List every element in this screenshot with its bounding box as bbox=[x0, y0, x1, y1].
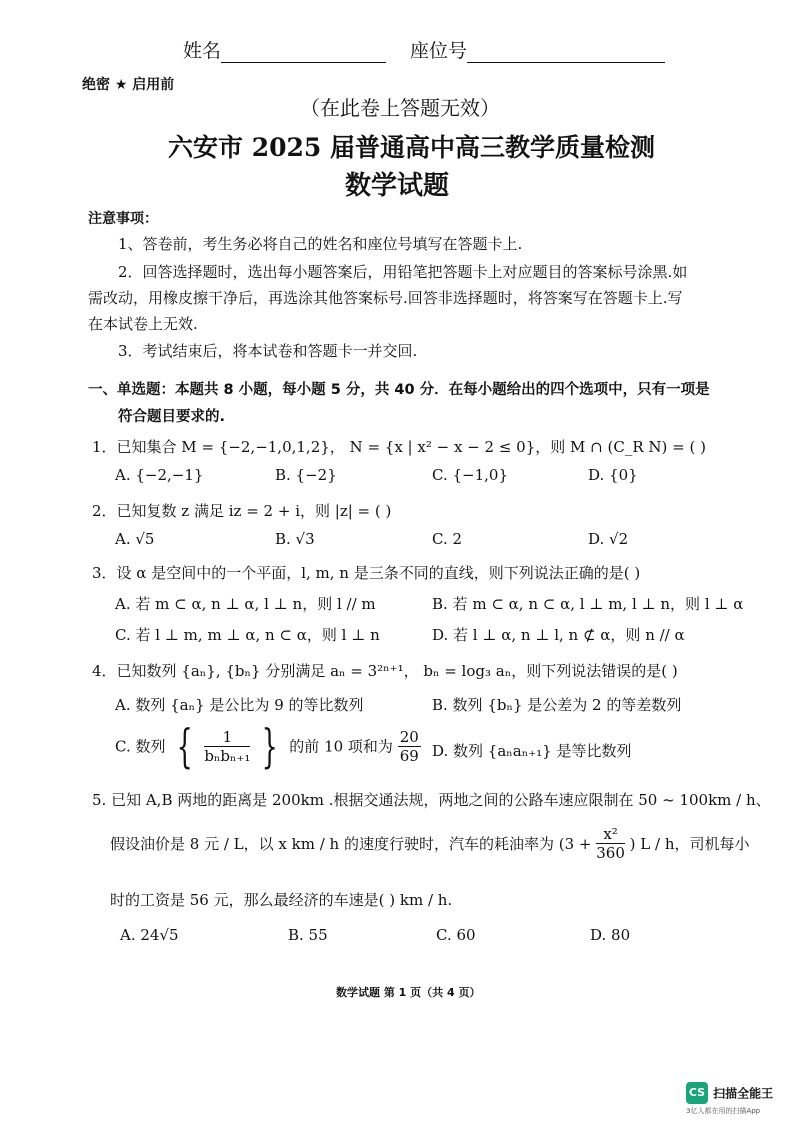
page-info: 数学试题 第 1 页（共 4 页） bbox=[336, 986, 481, 999]
invalid-note: （在此卷上答题无效） bbox=[300, 96, 500, 120]
q3-option-d: D. 若 l ⊥ α, n ⊥ l, n ⊄ α，则 n // α bbox=[432, 626, 685, 644]
q4-option-d: D. 数列 {aₙaₙ₊₁} 是等比数列 bbox=[432, 742, 632, 760]
q4-option-b: B. 数列 {bₙ} 是公差为 2 的等差数列 bbox=[432, 696, 682, 714]
q1-option-b: B. {−2} bbox=[275, 466, 337, 484]
q5-line-1: 5. 已知 A,B 两地的距离是 200km .根据交通法规，两地之间的公路车速应限制在 50 ~ 100km / h、 bbox=[92, 791, 771, 809]
q5-option-d: D. 80 bbox=[590, 926, 631, 944]
q4-c-answer-fraction bbox=[398, 728, 421, 765]
q5-option-b: B. 55 bbox=[288, 926, 328, 944]
notice-item-3: 3．考试结束后，将本试卷和答题卡一并交回. bbox=[118, 342, 418, 360]
secret-label: 绝密 ★ 启用前 bbox=[82, 77, 175, 93]
name-field bbox=[183, 36, 386, 63]
notice-item-2-line-2: 需改动，用橡皮擦干净后，再选涂其他答案标号.回答非选择题时，将答案写在答题卡上.写 bbox=[88, 289, 683, 307]
q5-fuel-fraction bbox=[596, 825, 625, 862]
q4-option-a: A. 数列 {aₙ} 是公比为 9 的等比数列 bbox=[115, 696, 364, 714]
q3-option-a: A. 若 m ⊂ α, n ⊥ α, l ⊥ n，则 l // m bbox=[115, 595, 376, 613]
q3-option-c: C. 若 l ⊥ m, m ⊥ α, n ⊂ α，则 l ⊥ n bbox=[115, 626, 380, 644]
section-1-line-1: 一、单选题：本题共 8 小题，每小题 5 分，共 40 分．在每小题给出的四个选项中，只有一项是 bbox=[88, 382, 710, 398]
app-name: 扫描全能王 bbox=[713, 1086, 774, 1101]
q3-option-b: B. 若 m ⊂ α, n ⊂ α, l ⊥ m, l ⊥ n，则 l ⊥ α bbox=[432, 595, 744, 613]
q5-line-2 bbox=[110, 825, 750, 862]
q4-stem: 4．已知数列 {aₙ}, {bₙ} 分别满足 aₙ = 3²ⁿ⁺¹， bₙ = log₃ aₙ，则下列说法错误的是( ) bbox=[92, 662, 678, 680]
app-logo-icon: CS bbox=[686, 1082, 708, 1104]
seat-blank bbox=[467, 42, 665, 63]
q4-c-right-brace: } bbox=[261, 719, 278, 773]
exam-title: 六安市 2025 届普通高中高三教学质量检测 bbox=[168, 133, 655, 162]
section-1-line-2: 符合题目要求的. bbox=[118, 409, 226, 425]
subject-title: 数学试题 bbox=[345, 171, 450, 201]
q2-option-a: A. √5 bbox=[115, 530, 155, 548]
q5-line-3: 时的工资是 56 元，那么最经济的车速是( ) km / h. bbox=[110, 891, 453, 909]
q5-frac-den: 360 bbox=[596, 844, 625, 862]
name-blank bbox=[221, 42, 386, 63]
q4-c-sequence-fraction bbox=[204, 728, 250, 765]
q1-stem: 1．已知集合 M = {−2,−1,0,1,2}， N = {x | x² − x − 2 ≤ 0}，则 M ∩ (C_R N) = ( ) bbox=[92, 438, 706, 456]
q4-c-frac-den: bₙbₙ₊₁ bbox=[204, 746, 251, 765]
q4-c-ans-den: 69 bbox=[399, 746, 419, 765]
app-slogan: 3亿人都在用的扫描App bbox=[686, 1107, 761, 1115]
q2-stem: 2．已知复数 z 满足 iz = 2 + i，则 |z| = ( ) bbox=[92, 502, 392, 520]
q2-option-c: C. 2 bbox=[432, 530, 463, 548]
q2-option-b: B. √3 bbox=[275, 530, 315, 548]
q4-c-mid: 的前 10 项和为 bbox=[289, 737, 393, 756]
q5-line-2-pre: 假设油价是 8 元 / L，以 x km / h 的速度行驶时，汽车的耗油率为 (3 + bbox=[110, 835, 592, 853]
q1-option-c: C. {−1,0} bbox=[432, 466, 508, 484]
q4-c-frac-num: 1 bbox=[204, 728, 250, 747]
notice-item-2-line-3: 在本试卷上无效. bbox=[88, 315, 198, 333]
seat-label: 座位号 bbox=[410, 40, 468, 62]
q2-option-d: D. √2 bbox=[588, 530, 629, 548]
notice-heading: 注意事项： bbox=[88, 211, 158, 227]
q5-line-2-post: ) L / h，司机每小 bbox=[629, 835, 750, 853]
name-label: 姓名 bbox=[183, 40, 222, 62]
q4-c-left-brace: { bbox=[176, 719, 193, 773]
notice-item-2-line-1: 2．回答选择题时，选出每小题答案后，用铅笔把答题卡上对应题目的答案标号涂黑.如 bbox=[118, 263, 688, 281]
q3-stem: 3．设 α 是空间中的一个平面，l, m, n 是三条不同的直线，则下列说法正确的是( ) bbox=[92, 564, 641, 582]
q1-option-a: A. {−2,−1} bbox=[115, 466, 204, 484]
seat-field bbox=[410, 36, 665, 63]
notice-item-1: 1、答卷前，考生务必将自己的姓名和座位号填写在答题卡上. bbox=[118, 235, 523, 253]
q5-option-a: A. 24√5 bbox=[120, 926, 179, 944]
q4-c-ans-num: 20 bbox=[399, 727, 419, 746]
q1-option-d: D. {0} bbox=[588, 466, 638, 484]
q4-option-c bbox=[115, 719, 421, 773]
q4-c-prefix: C. 数列 bbox=[115, 737, 166, 756]
q5-option-c: C. 60 bbox=[436, 926, 476, 944]
scanner-watermark bbox=[686, 1082, 773, 1104]
q5-frac-num: x² bbox=[596, 825, 625, 844]
